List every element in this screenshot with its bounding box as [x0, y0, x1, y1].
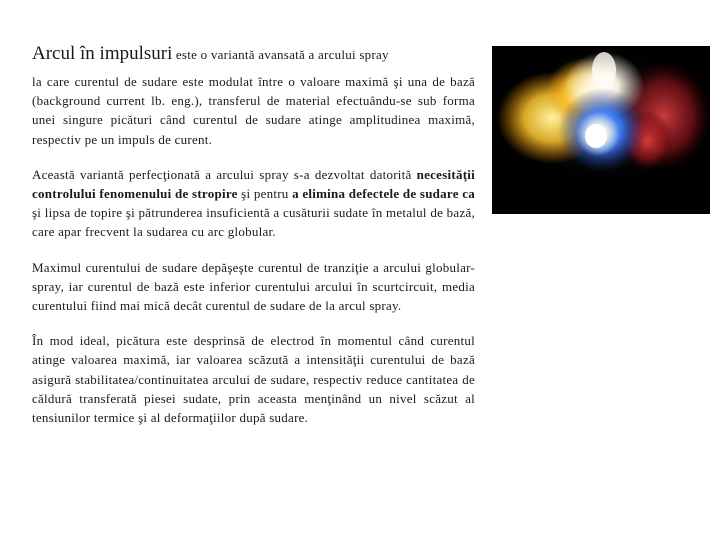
- motivation-bold-defecte: a elimina defectele de sudare ca: [292, 186, 475, 202]
- intro-body: la care curentul de sudare este modulat între o valoare maximă şi una de bază (background current lb. eng.), transferul de material efectuându-se sub forma unei singure picături când curentul de sudare atinge amplitudinea maximă, respectiv pe un impuls de curent.: [32, 74, 475, 147]
- paragraph-ideal-mode: În mod ideal, picătura este desprinsă de electrod în momentul când curentul atinge valoarea maximă, iar valoarea scăzută a intensităţii curentului de bază asigură stabilitatea/continuitatea arcului de sudare, respectiv reduce cantitatea de căldură transferată piesei sudate, prin aceasta menţinând un nivel scăzut al tensiunilor termice şi al deformaţiilor după sudare.: [32, 333, 475, 426]
- welding-arc-image: [492, 46, 710, 214]
- motivation-bold-stropire: necesităţii controlului fenomenului de stropire: [32, 166, 475, 202]
- welding-arc-photo: [492, 46, 710, 214]
- paragraph-current-levels: Maximul curentului de sudare depăşeşte curentul de tranziţie a arcului globular-spray, iar curentul de bază este inferior curentului arcului în scurtcircuit, media curentului fiind mai mică decât curentul de sudare de la arcul spray.: [32, 259, 475, 314]
- intro-first-line: [32, 42, 475, 68]
- motivation-text-c: şi pentru: [237, 186, 293, 202]
- paragraph-intro: [32, 42, 475, 149]
- intro-first-line-rest: este o variantă avansată a arcului spray: [172, 47, 389, 62]
- title: Arcul în impulsuri: [32, 43, 173, 64]
- paragraph-motivation: [32, 165, 475, 242]
- motivation-text-e: şi lipsa de topire şi pătrunderea insuficientă a cusăturii sudate în metalul de bază, care apar frecvent la sudarea cu arc globular.: [32, 205, 475, 240]
- motivation-text-a: Această variantă perfecţionată a arcului spray s-a dezvoltat datorită: [32, 166, 417, 182]
- article-text: [32, 42, 475, 427]
